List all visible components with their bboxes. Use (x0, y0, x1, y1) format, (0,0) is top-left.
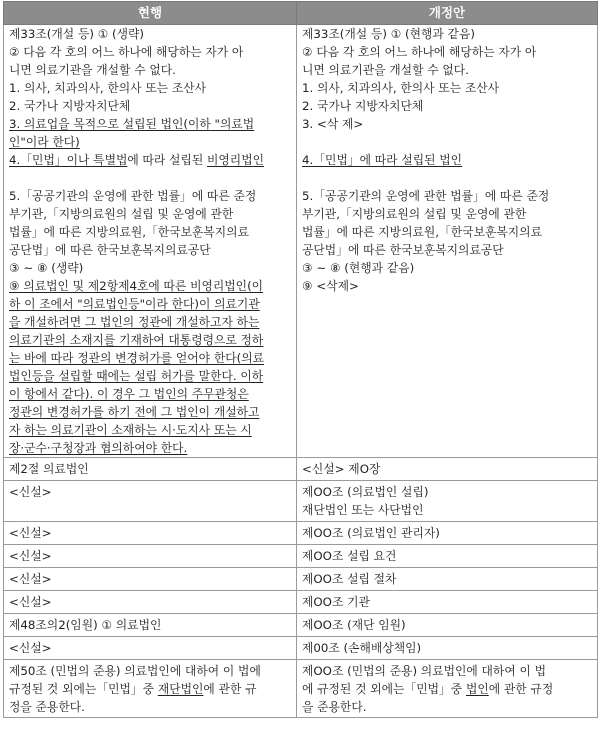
blank-line (302, 169, 593, 187)
text-line-underlined: 3. 의료업을 목적으로 설립된 법인(이하 "의료법 (9, 117, 255, 131)
table-row (4, 545, 598, 568)
comparison-document (0, 1, 600, 754)
text-line-underlined: 하 이 조에서 "의료법인등"이라 한다)이 의료기관 (9, 297, 260, 311)
proposed-article-33 (297, 25, 598, 458)
text-line: 3. <삭 제> (302, 117, 364, 131)
current-article-50 (4, 660, 297, 718)
proposed-cell: 제OO조 설립 요건 (297, 545, 598, 568)
text-line: 공단법」에 따른 한국보훈복지의료공단 (9, 243, 211, 257)
current-cell: <신설> (4, 481, 297, 522)
text-line: 정을 준용한다. (9, 700, 85, 714)
proposed-cell: 제OO조 설립 절차 (297, 568, 598, 591)
text-span: 에 관한 규 (203, 682, 257, 696)
table-row (4, 591, 598, 614)
underlined-text: 4.「민법」이나 특별법 (9, 153, 128, 167)
text-line: ③ ~ ⑧ (현행과 같음) (302, 261, 415, 275)
header-proposed: 개정안 (297, 2, 598, 25)
text-line-underlined: 는 바에 따라 정관의 변경허가를 얻어야 한다(의료 (9, 351, 265, 365)
text-line: 법률」에 따른 지방의료원,「한국보훈복지의료 (302, 225, 542, 239)
header-current: 현행 (4, 2, 297, 25)
underlined-text: 비영리법인 (207, 153, 264, 167)
text-line-underlined: 이 항에서 같다). 이 경우 그 법인의 주무관청은 (9, 387, 249, 401)
text-line: ③ ~ ⑧ (생략) (9, 261, 84, 275)
current-cell: <신설> (4, 591, 297, 614)
text-span: 규정된 것 외에는「민법」중 (9, 682, 158, 696)
text-line: 제33조(개설 등) ① (생략) (9, 27, 145, 41)
text-line-underlined: 4.「민법」에 따라 설립된 법인 (302, 153, 463, 167)
current-cell: <신설> (4, 568, 297, 591)
text-span: 에 따라 설립된 (127, 153, 207, 167)
text-line: ② 다음 각 호의 어느 하나에 해당하는 자가 아 (9, 45, 244, 59)
proposed-cell (297, 481, 598, 522)
current-cell: <신설> (4, 522, 297, 545)
current-cell: 제48조의2(임원) ① 의료법인 (4, 614, 297, 637)
text-line: 2. 국가나 지방자치단체 (9, 99, 131, 113)
text-line-underlined: 을 개설하려면 그 법인의 정관에 개설하고자 하는 (9, 315, 260, 329)
text-line (9, 151, 292, 169)
proposed-article-50 (297, 660, 598, 718)
current-cell: <신설> (4, 545, 297, 568)
text-line: 공단법」에 따른 한국보훈복지의료공단 (302, 243, 504, 257)
text-line: 제OO조 (의료법인 설립) (302, 485, 429, 499)
proposed-cell: 제00조 (손해배상책임) (297, 637, 598, 660)
blank-line (9, 169, 292, 187)
table-row (4, 637, 598, 660)
current-cell: <신설> (4, 637, 297, 660)
table-row (4, 481, 598, 522)
text-line: 제50조 (민법의 준용) 의료법인에 대하여 이 법에 (9, 664, 261, 678)
text-line: 을 준용한다. (302, 700, 367, 714)
text-line (9, 680, 292, 698)
comparison-table (3, 1, 598, 718)
underlined-text: 재단법인 (157, 682, 204, 696)
article-50-row (4, 660, 598, 718)
text-line: 부기관,「지방의료원의 설립 및 운영에 관한 (302, 207, 527, 221)
table-row (4, 522, 598, 545)
text-line-underlined: ⑨ 의료법인 및 제2항제4호에 따른 비영리법인(이 (9, 279, 264, 293)
text-line: 5.「공공기관의 운영에 관한 법률」에 따른 준정 (9, 189, 257, 203)
text-line: 1. 의사, 치과의사, 한의사 또는 조산사 (302, 81, 500, 95)
table-row (4, 614, 598, 637)
text-line: 재단법인 또는 사단법인 (302, 503, 424, 517)
text-line: 부기관,「지방의료원의 설립 및 운영에 관한 (9, 207, 234, 221)
text-line: ⑨ <삭제> (302, 279, 359, 293)
blank-line (302, 133, 593, 151)
text-line-underlined: 법인등을 설립할 때에는 설립 허가를 말한다. 이하 (9, 369, 264, 383)
text-line: 2. 국가나 지방자치단체 (302, 99, 424, 113)
text-span: 에 관한 규정 (488, 682, 554, 696)
article-33-row (4, 25, 598, 458)
proposed-cell: 제OO조 기관 (297, 591, 598, 614)
text-line: 제33조(개설 등) ① (현행과 같음) (302, 27, 475, 41)
proposed-cell: 제OO조 (재단 임원) (297, 614, 598, 637)
text-line: 제OO조 (민법의 준용) 의료법인에 대하여 이 법 (302, 664, 547, 678)
text-line (302, 680, 593, 698)
text-line: ② 다음 각 호의 어느 하나에 해당하는 자가 아 (302, 45, 537, 59)
table-row (4, 568, 598, 591)
text-line: 5.「공공기관의 운영에 관한 법률」에 따른 준정 (302, 189, 550, 203)
text-line: 1. 의사, 치과의사, 한의사 또는 조산사 (9, 81, 207, 95)
text-line-underlined: 의료기관의 소재지를 기재하여 대통령령으로 정하 (9, 333, 264, 347)
text-line: 법률」에 따른 지방의료원,「한국보훈복지의료 (9, 225, 249, 239)
proposed-cell: <신설> 제O장 (297, 458, 598, 481)
proposed-cell: 제OO조 (의료법인 관리자) (297, 522, 598, 545)
text-line-underlined: 장·군수·구청장과 협의하여야 한다. (9, 441, 188, 455)
table-row (4, 458, 598, 481)
current-article-33 (4, 25, 297, 458)
current-cell: 제2절 의료법인 (4, 458, 297, 481)
text-line: 니면 의료기관을 개설할 수 없다. (302, 63, 469, 77)
text-span: 에 규정된 것 외에는「민법」중 (302, 682, 466, 696)
text-line: 니면 의료기관을 개설할 수 없다. (9, 63, 176, 77)
underlined-text: 법인 (465, 682, 489, 696)
header-row (4, 2, 598, 25)
text-line-underlined: 인"이라 한다) (9, 135, 80, 149)
text-line-underlined: 정관의 변경허가를 하기 전에 그 법인이 개설하고 (9, 405, 260, 419)
text-line-underlined: 자 하는 의료기관이 소재하는 시·도지사 또는 시 (9, 423, 252, 437)
